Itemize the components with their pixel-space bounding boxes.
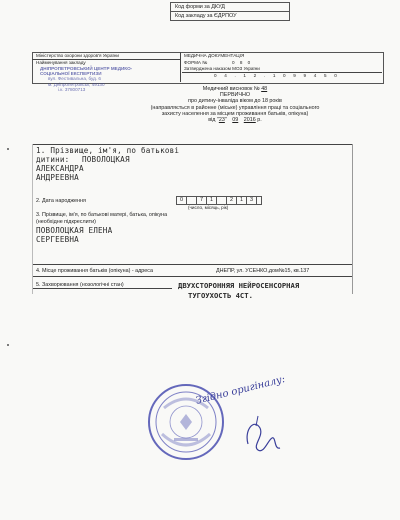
- title-line1: Медичний висновок №: [202, 86, 260, 92]
- title-line2: ПЕРВИЧНО: [219, 92, 251, 99]
- ink-dot: [7, 344, 9, 346]
- form-number: 0 8 0: [232, 60, 253, 65]
- diagnosis-line1: ДВУХСТОРОННЯЯ НЕЙРОСЕНСОРНАЯ: [178, 281, 300, 290]
- ministry-label: Міністерство охорони здоров'я України: [36, 53, 119, 58]
- parent-patronymic: СЕРГЕЕВНА: [36, 235, 79, 244]
- dkud-label: Код форми за ДКУД: [175, 4, 225, 10]
- title-date: від "23" 09 2016 р.: [208, 117, 262, 124]
- handwritten-note: Згідно оригіналу:: [194, 373, 287, 407]
- child-name: АЛЕКСАНДРА: [36, 164, 84, 173]
- field4-label: 4. Місце проживання батьків (опікуна) - адреса: [36, 268, 153, 274]
- institution-code-box: [170, 11, 290, 21]
- field3-note: (необхідне підкреслити): [36, 219, 96, 225]
- ink-dot: [7, 148, 9, 150]
- title-line5: захисту населення за місцем проживання батьків, опікуна): [161, 110, 309, 117]
- order-digits: 0 4 . 1 2 . 1 0 9 9 4 5 0: [214, 73, 340, 78]
- institution-label: Найменування закладу: [36, 60, 86, 65]
- birth-date-cells: 0 7 1 2 1 3: [176, 196, 262, 205]
- form-label: ФОРМА №: [184, 60, 208, 65]
- field1-label2: дитини:: [36, 155, 70, 164]
- title-line4: (направляється в районне (міське) управління праці та соціального: [150, 104, 320, 111]
- institution-stamp: ДНІПРОПЕТРОВСЬКИЙ ЦЕНТР МЕДИКО- СОЦІАЛЬНОЇ ЕКСПЕРТИЗИ вул. Фестивальна, буд. 6 м. Дніпропетровськ, 49130 і.к. 37800713: [40, 66, 133, 92]
- title-number: 48: [261, 86, 268, 92]
- birth-caption: (число, місяць, рік): [188, 205, 229, 210]
- diagnosis-line2: ТУГОУХОСТЬ 4СТ.: [188, 291, 253, 300]
- doc-type: МЕДИЧНА ДОКУМЕНТАЦІЯ: [184, 53, 245, 58]
- field1-label: 1. Прізвище, ім'я, по батькові: [36, 146, 180, 155]
- signature: [238, 410, 286, 456]
- title-line3: про дитину-інваліда віком до 18 років: [188, 98, 282, 105]
- sdrpou-label: Код закладу за ЄДРПОУ: [175, 13, 237, 19]
- approved-label: Затверджена наказом МОЗ України: [184, 66, 260, 71]
- address: ДНЕПР, ул. УСЕНКО,дом№15, кв.137: [216, 268, 310, 274]
- title-block: [140, 86, 330, 123]
- field2-label: 2. Дата народження: [36, 198, 86, 204]
- field3-label: 3. Прізвище, ім'я, по батькові матері, батька, опікуна: [36, 212, 168, 218]
- parent-surname-name: ПОВОЛОЦКАЯ ЕЛЕНА: [36, 226, 113, 235]
- field5-label: 5. Захворювання (нозологічні стан): [36, 282, 124, 288]
- child-surname: ПОВОЛОЦКАЯ: [82, 155, 130, 164]
- child-patronymic: АНДРЕЕВНА: [36, 173, 79, 182]
